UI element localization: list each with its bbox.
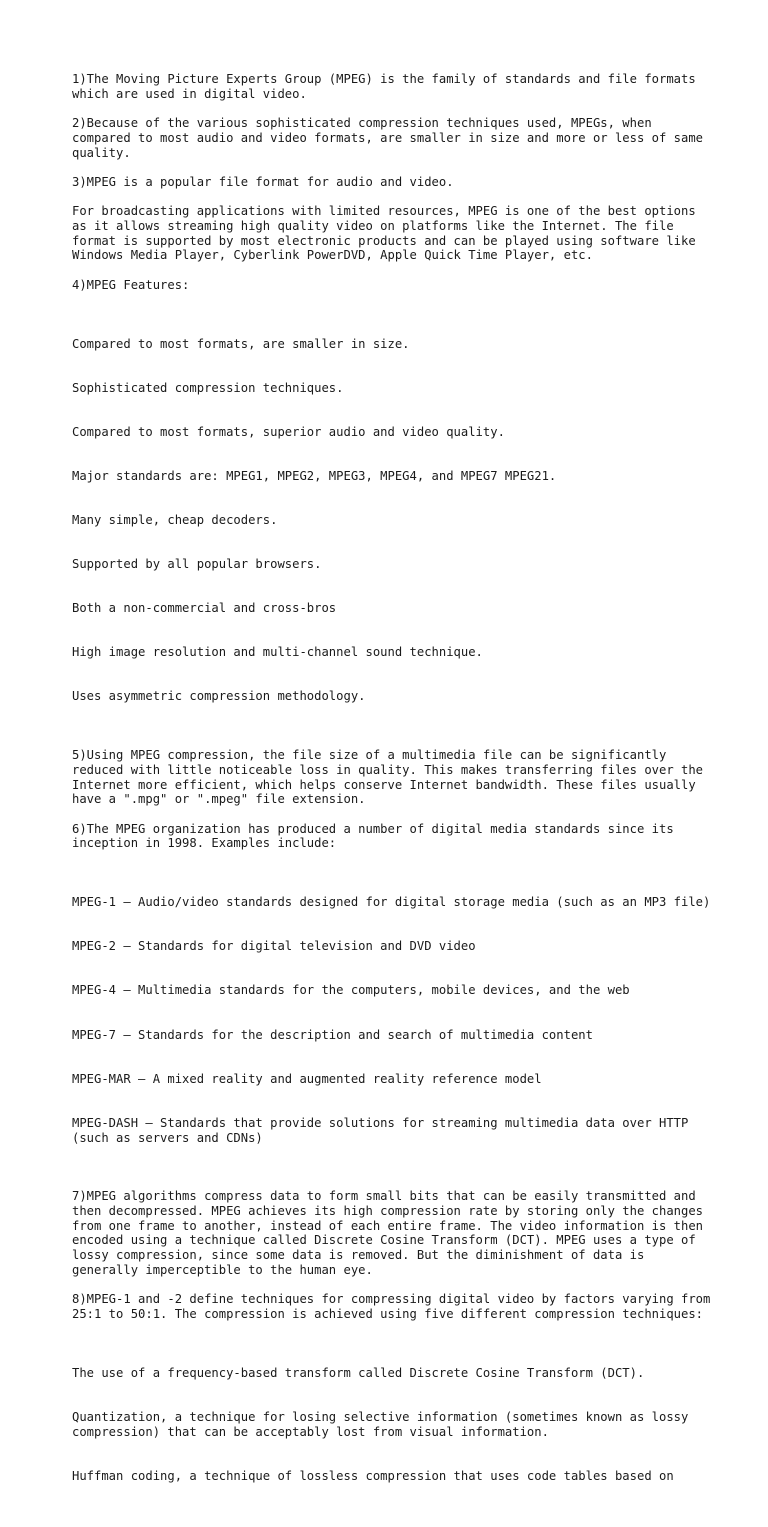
- list-item: MPEG-DASH – Standards that provide solutions for streaming multimedia data over HTTP (such as servers and CDNs): [72, 1115, 696, 1145]
- list-item: Uses asymmetric compression methodology.: [72, 689, 366, 704]
- list-item: Huffman coding, a technique of lossless compression that uses code tables based on: [72, 1468, 674, 1483]
- paragraph-9: 8)MPEG-1 and -2 define techniques for compressing digital video by factors varying from 25:1 to 50:1. The compression is achieved using five different compression techniques:: [72, 1292, 718, 1321]
- list-item: Compared to most formats, are smaller in size.: [72, 336, 410, 351]
- list-item: Many simple, cheap decoders.: [72, 513, 278, 528]
- list-item: High image resolution and multi-channel sound technique.: [72, 645, 483, 660]
- paragraph-8: 7)MPEG algorithms compress data to form small bits that can be easily transmitted and then decompressed. MPEG achieves its high compression rate by storing only the changes from one frame to another, instead of each entire frame. The video information is then encoded using a technique called Discrete Cosine Transform (DCT). MPEG uses a type of lossy compression, since some data is removed. But the diminishment of data is generally imperceptible to the human eye.: [72, 1189, 711, 1277]
- list-item: Sophisticated compression techniques.: [72, 380, 344, 395]
- list-item: MPEG-1 – Audio/video standards designed for digital storage media (such as an MP3 file): [72, 895, 711, 910]
- standards-list: [72, 866, 712, 1175]
- paragraph-6: 5)Using MPEG compression, the file size of a multimedia file can be significantly reduced with little noticeable loss in quality. This makes transferring files over the Internet more efficient, which helps conserve Internet bandwidth. These files usually have a ".mpg" or ".mpeg" file extension.: [72, 748, 711, 807]
- paragraph-1: 1)The Moving Picture Experts Group (MPEG) is the family of standards and file formats which are used in digital video.: [72, 72, 704, 101]
- list-item: Compared to most formats, superior audio and video quality.: [72, 424, 505, 439]
- document-page: [72, 72, 718, 1527]
- list-item: MPEG-4 – Multimedia standards for the computers, mobile devices, and the web: [72, 983, 630, 998]
- list-item: Supported by all popular browsers.: [72, 557, 322, 572]
- paragraph-5: 4)MPEG Features:: [72, 277, 190, 292]
- list-item: Major standards are: MPEG1, MPEG2, MPEG3, MPEG4, and MPEG7 MPEG21.: [72, 468, 557, 483]
- list-item: The use of a frequency-based transform called Discrete Cosine Transform (DCT).: [72, 1365, 645, 1380]
- list-item: Quantization, a technique for losing selective information (sometimes known as lossy compression) that can be acceptably lost from visual information.: [72, 1409, 696, 1439]
- paragraph-7: 6)The MPEG organization has produced a number of digital media standards since its inception in 1998. Examples include:: [72, 821, 682, 851]
- list-item: Both a non-commercial and cross-bros: [72, 601, 337, 616]
- paragraph-2: 2)Because of the various sophisticated compression techniques used, MPEGs, when compared to most audio and video formats, are smaller in size and more or less of same quality.: [72, 116, 711, 160]
- techniques-list: [72, 1336, 712, 1512]
- list-item: MPEG-2 – Standards for digital television and DVD video: [72, 939, 476, 954]
- paragraph-3: 3)MPEG is a popular file format for audio and video.: [72, 174, 454, 189]
- features-list: [72, 307, 712, 733]
- paragraph-4: For broadcasting applications with limited resources, MPEG is one of the best options as it allows streaming high quality video on platforms like the Internet. The file format is supported by most electronic products and can be played using software like Windows Media Player, Cyberlink PowerDVD, Apple Quick Time Player, etc.: [72, 204, 704, 263]
- list-item: MPEG-MAR – A mixed reality and augmented reality reference model: [72, 1071, 542, 1086]
- list-item: MPEG-7 – Standards for the description and search of multimedia content: [72, 1027, 593, 1042]
